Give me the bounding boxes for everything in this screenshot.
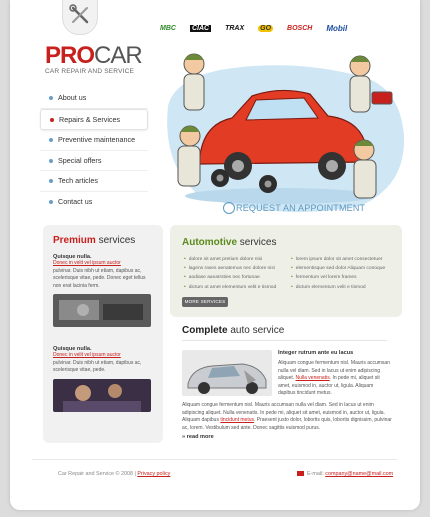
brand-logo[interactable]: MBC [160,25,176,32]
complete-service-title: Complete auto service [182,325,285,336]
nav-item-preventive-maintenance[interactable] [40,130,148,151]
bullet-icon [49,96,53,100]
request-appointment-link[interactable]: REQUEST AN APPOINTMENT [236,203,366,213]
premium-item-text: Donec in velit vel ipsum auctor pulvinar. Duis nibh ut etiam, dapibus ac, scelerisque vitae, pede. Donec eget tellus non erat lacinia ferm. [53,260,146,289]
logo-pro: PRO [45,42,95,69]
footer-email: E-mail: company@name@mail.com [297,471,393,477]
email-link[interactable]: company@name@mail.com [325,471,394,477]
read-more-link[interactable]: » read more [182,434,214,440]
article-body: Aliquam congue fermentum nisl. Mauris accumsan nulla vel diam. Sed in lacus ut enim adipiscing aliquet. Nulla venenatis. In pede mi, aliquet sit amet, euismod in, auctor ut, ligula. Aliquam dapibus tincidunt metus. Praesent justo dolor, lobortis quis, lobortis dignissim, pulvinar ac, lorem. Vestibulum sed ante. Donec sagittis euismod purus. [182,402,392,431]
premium-services-panel [43,225,163,443]
envelope-icon [297,471,304,476]
privacy-policy-link[interactable]: Privacy policy [137,471,171,477]
automotive-list-right [291,255,385,292]
list-item[interactable]: • fermentum vel lorem frames [291,275,357,281]
footer-divider [32,459,397,460]
bullet-icon [50,118,54,122]
crashed-car-photo [182,350,272,396]
page [10,0,420,510]
list-item[interactable]: • aodiase aanatrsties nec fortunae [184,275,260,281]
nav-item-about-us[interactable] [40,88,148,109]
nav-item-repairs-services[interactable] [40,109,148,131]
main-nav [40,88,148,211]
list-item[interactable]: • lagens rases aenatemus nec dolore nisi [184,266,275,272]
brand-logo[interactable]: TRAX [225,25,245,32]
nav-item-label: Contact us [58,196,93,206]
list-item[interactable]: • elementisque sed dolor Aliquam conoque [291,266,386,272]
nav-item-tech-articles[interactable] [40,171,148,192]
nav-item-label: Special offers [58,155,102,165]
automotive-services-title: Automotive services [182,237,277,248]
list-item[interactable]: • dolore sit amet pretium dolore nisi [184,257,263,262]
wrench-screwdriver-icon [69,4,91,26]
premium-item-text: Donec in velit vel ipsum auctor pulvinar. Duis nibh ut etiam, dapibus ac, scelerisque vitae, pede. [53,352,142,374]
site-logo[interactable] [45,42,142,70]
automotive-list-left [184,255,276,292]
article-heading: Integer rutrum ante eu lacus [278,350,354,356]
hero-illustration [160,46,410,216]
brand-logo[interactable]: GO [260,25,272,32]
mechanics-photo [53,379,151,412]
premium-item-heading: Quisque nulla. [53,254,92,260]
premium-item-heading: Quisque nulla. [53,346,92,352]
brand-logo[interactable]: Mobil [326,24,348,33]
logo-car: CAR [94,42,142,69]
premium-item-link[interactable]: Donec in velit vel ipsum auctor [53,260,121,266]
list-item[interactable]: • lorem ipsum dolor sit amet consectetuer [291,257,383,262]
brand-logo[interactable]: CIAC [191,25,210,32]
list-item[interactable]: • dictum ut amet elementum velit e tismod [184,284,277,290]
article-link[interactable]: tincidunt metus [220,417,254,423]
bullet-icon [49,159,53,163]
bullet-icon [49,179,53,183]
copyright: Car Repair and Service © 2008 | Privacy policy [58,471,171,477]
nav-item-contact-us[interactable] [40,192,148,212]
divider [182,340,387,341]
more-services-button[interactable]: MORE SERVICES [182,297,228,307]
bullet-icon [49,200,53,204]
brand-logo[interactable]: BOSCH [287,25,313,32]
nav-item-label: Preventive maintenance [58,135,136,144]
article-link[interactable]: Nulla venenatis [295,375,330,381]
article-intro: Aliquam congue fermentum nisl. Mauris accumsan nulla vel diam. Sed in lacus ut enim adipiscing aliquet. Nulla venenatis. In pede mi, aliquet sit amet, euismod in, auctor ut, ligula. Aliquam dapibus tincidunt metus. [278,360,390,396]
nav-item-special-offers[interactable] [40,151,148,172]
nav-item-label: About us [58,93,87,102]
partner-brands [160,24,347,33]
premium-item-link[interactable]: Donec in velit vel ipsum auctor [53,352,121,358]
site-tagline: CAR REPAIR AND SERVICE [45,68,135,75]
list-item[interactable]: • dictum elementum velit e tismod [291,284,366,290]
premium-services-title: Premium services [53,235,136,246]
nav-item-label: Repairs & Services [59,114,121,124]
nav-item-label: Tech articles [58,176,98,185]
engine-photo [53,294,151,327]
tools-badge [62,0,98,35]
bullet-icon [49,138,53,142]
clock-icon [223,202,235,214]
